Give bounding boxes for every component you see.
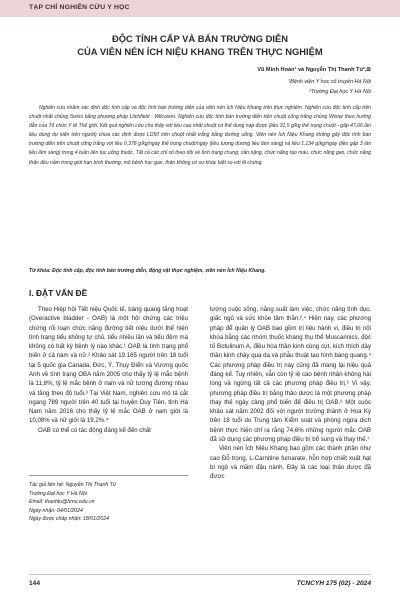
notes-divider [29,475,188,476]
affiliation-2: ²Trường Đại học Y Hà Nội [309,89,371,95]
note-corresponding-author: Tác giả liên hệ: Nguyễn Thị Thanh Tú [29,482,116,488]
journal-issue: TCNCYH 175 (02) - 2024 [296,580,371,587]
correspondence-notes [29,481,188,524]
author-list: Vũ Minh Hoàn¹ và Nguyễn Thị Thanh Tú²,⊠ [257,67,371,73]
page-number: 144 [29,580,41,587]
journal-header-band [0,0,400,17]
body-paragraph: OAB có thể có tác động đáng kể đến chất [38,426,151,434]
article-title-line-2: CỦA VIÊN NÉN ÍCH NIỆU KHANG TRÊN THỰC NGHIỆM [77,46,323,57]
abstract: Nghiên cứu nhằm xác định độc tính cấp và độc tính bán trường diễn của viên nén Ích Niệu Khang trên thực nghiệm. Nghiên cứu độc tính cấp trên chuột nhắt chủng Swiss bằng phương pháp Litchfield - Wilcoxon. Nghiên cứu độc tính bán trường diễn trên chuột cống trắng chủng Wistar theo hướng dẫn của Tổ chức Y tế Thế giới. Kết quả nghiên cứu cho thấy với liều cao nhất chuột có thể dung nạp được (liều 31,5 g/kg thể trọng chuột - gấp 47,66 lần liều dùng dự kiến trên người) chưa xác định được LD50 trên chuột nhắt trắng bằng đường uống. Viên nén Ích Niệu Khang không gây độc tính bán trường diễn trên chuột cống trắng với liều 0,378 g/kg/ngày thể trọng chuột/ngày (liều tương đương liều lâm sàng) và liều 1,134 g/kg/ngày (liều gấp 3 lần liều lâm sàng) trong 4 tuần liên tục uống thuốc. Tất cả các chỉ số theo dõi về tình trạng chung, cân nặng, chức năng tạo máu, chức năng gan, chức năng thận đều nằm trong giới hạn bình thường, mô bệnh học gan, thận không có sự khác biệt so với lô chứng. [29,105,371,166]
body-paragraph: Viên nén Ích Niệu Khang bao gồm các thành phần như cao Đỗ trọng, L-Carnitine fumarate, hỗn hợp chiết xuất hạt bí ngô và mầm đậu nành. Đây là các loại thảo dược đã được [210,445,371,481]
article-title-line-1: ĐỘC TÍNH CẤP VÀ BÁN TRƯỜNG DIỄN [111,33,289,44]
keywords: Từ khóa: Độc tính cấp, độc tính bán trường diễn, động vật thực nghiệm, viên nén Ích Niệu Khang. [29,268,266,274]
note-accepted-date: Ngày được chấp nhận: 18/01/2024 [29,516,109,522]
body-column-left [29,305,188,435]
note-email: Email: thanhtu@hmu.edu.vn [29,499,95,505]
note-received-date: Ngày nhận: 04/01/2024 [29,507,83,514]
journal-section-label: TẠP CHÍ NGHIÊN CỨU Y HỌC [29,4,130,11]
note-institution: Trường Đại học Y Hà Nội [29,490,87,497]
body-paragraph: lượng cuộc sống, năng suất làm việc, chức năng tình dục, giấc ngủ và sức khỏe tâm thần.²,⁴ Hiện nay, các phương pháp để quản lý OAB bao gồm trị liệu hành vi, điều trị nội khoa bằng các nhóm thuốc kháng thụ thể Muscarinics, độc tố Botulinum A, điều hòa thần kinh cùng cụt, kích thích dây thần kinh chày qua da và phẫu thuật tạo hình bàng quang.⁵ Các phương pháp điều trị này cũng đã mang lại hiệu quả đáng kể. Tuy nhiên, vẫn còn tỷ lệ cao bệnh nhân không hài lòng và ngừng tất cả các phương pháp điều trị.⁶ Vì vậy, phương pháp điều trị bằng thảo dược là một phương pháp thay thế ngày càng phổ biến để điều trị OAB.⁶ Một cuộc khảo sát năm 2002 đối với người trưởng thành ở Hoa Kỳ trên 18 tuổi do Trung tâm Kiểm soát và phòng ngừa dịch bệnh thực hiện chỉ ra rằng 74,6% những người mắc OAB đã sử dụng các phương pháp điều trị bổ sung và thay thế.⁷ [210,306,371,443]
footer-divider [29,574,371,575]
affiliation-1: ¹Bệnh viện Y học cổ truyền Hà Nội [288,79,371,85]
section-heading: I. ĐẶT VẤN ĐỀ [29,288,88,298]
body-paragraph: Theo Hiệp hội Tiết niệu Quốc tế, bàng quang tăng hoạt (Overactive bladder - OAB) là một hội chứng các triệu chứng rối loạn chức năng đường tiết niệu dưới thể hiện tình trạng tiểu không tự chủ, tiểu nhiều lần và tiểu đêm mà không có bất kỳ bệnh lý nào khác.¹ OAB là tình trạng phổ biến ở cả nam và nữ.² Khảo sát 19.165 người trên 18 tuổi tại 5 quốc gia Canada, Đức, Ý, Thụy Điển và Vương quốc Anh về tình trạng OBA năm 2005 cho thấy tỷ lệ mắc bệnh là 11,8%, tỷ lệ mắc bệnh ở nam và nữ tương đương nhau và tăng theo độ tuổi.³ Tại Việt Nam, nghiên cứu mô tả cắt ngang 789 người trên 40 tuổi tại huyện Duy Tiên, tỉnh Hà Nam năm 2016 cho thấy tỷ lệ mắc OAB ở nam giới là 10,08% và nữ giới là 19,2%.⁴ [29,306,188,425]
body-column-right [210,305,371,481]
